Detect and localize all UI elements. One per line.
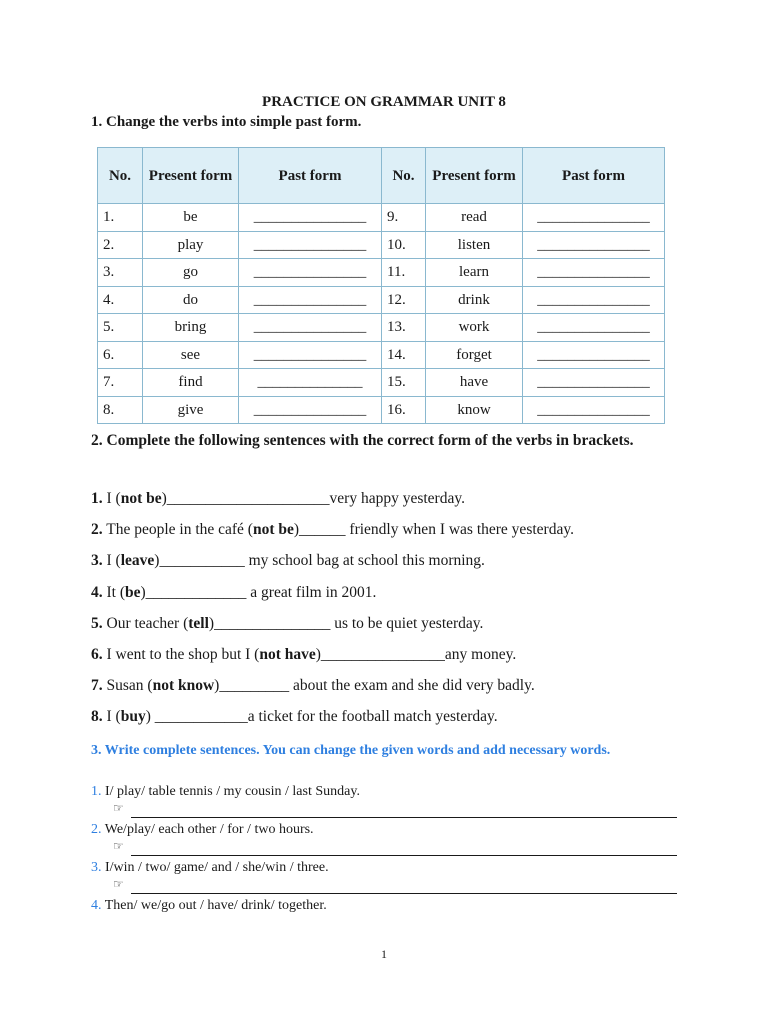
row-number: 6. — [98, 341, 143, 369]
present-verb: bring — [143, 314, 239, 342]
sentence-post[interactable]: )___________ my school bag at school this morning. — [154, 552, 485, 569]
present-verb: give — [143, 396, 239, 424]
section1-heading: 1. Change the verbs into simple past form. — [91, 114, 362, 130]
row-number: 11. — [382, 259, 426, 287]
row-number: 9. — [382, 204, 426, 232]
item-number: 3. — [91, 552, 103, 569]
row-number: 5. — [98, 314, 143, 342]
page-number: 1 — [381, 947, 387, 961]
past-form-blank[interactable]: _______________ — [239, 286, 382, 314]
past-form-blank[interactable]: _______________ — [523, 369, 665, 397]
header-past: Past form — [239, 148, 382, 204]
item-number: 3. — [91, 860, 102, 875]
present-verb: learn — [426, 259, 523, 287]
table-row — [98, 369, 665, 397]
past-form-blank[interactable]: _______________ — [523, 204, 665, 232]
item-number: 8. — [91, 708, 103, 725]
header-no: No. — [98, 148, 143, 204]
row-number: 7. — [98, 369, 143, 397]
row-number: 13. — [382, 314, 426, 342]
sentence-item — [91, 646, 516, 664]
prompt-text: I/win / two/ game/ and / she/win / three. — [101, 860, 329, 875]
present-verb: know — [426, 396, 523, 424]
item-number: 1. — [91, 784, 102, 799]
item-number: 7. — [91, 677, 103, 694]
verb-hint: leave — [120, 552, 155, 569]
header-present: Present form — [143, 148, 239, 204]
verb-hint: not be — [120, 490, 162, 507]
item-number: 6. — [91, 646, 103, 663]
present-verb: find — [143, 369, 239, 397]
present-verb: see — [143, 341, 239, 369]
sentence-item — [91, 615, 483, 633]
sentence-pre: I ( — [102, 708, 121, 725]
sentence-pre: I ( — [102, 552, 121, 569]
row-number: 2. — [98, 231, 143, 259]
sentence-post[interactable]: )_____________ a great film in 2001. — [140, 584, 377, 601]
row-number: 10. — [382, 231, 426, 259]
present-verb: work — [426, 314, 523, 342]
sentence-post[interactable]: )______ friendly when I was there yesterday. — [293, 521, 574, 538]
prompt-item — [91, 898, 327, 914]
row-number: 16. — [382, 396, 426, 424]
row-number: 4. — [98, 286, 143, 314]
verb-hint: buy — [120, 708, 146, 725]
header-past: Past form — [523, 148, 665, 204]
present-verb: forget — [426, 341, 523, 369]
sentence-post[interactable]: )_______________ us to be quiet yesterday. — [208, 615, 484, 632]
present-verb: listen — [426, 231, 523, 259]
prompt-text: We/play/ each other / for / two hours. — [101, 822, 314, 837]
past-form-blank[interactable]: _______________ — [239, 231, 382, 259]
past-form-blank[interactable]: _______________ — [523, 259, 665, 287]
row-number: 8. — [98, 396, 143, 424]
past-form-blank[interactable]: ______________ — [239, 369, 382, 397]
past-form-blank[interactable]: _______________ — [523, 396, 665, 424]
row-number: 3. — [98, 259, 143, 287]
row-number: 15. — [382, 369, 426, 397]
present-verb: go — [143, 259, 239, 287]
prompt-item — [91, 784, 360, 800]
verb-hint: not have — [259, 646, 316, 663]
past-form-blank[interactable]: _______________ — [239, 396, 382, 424]
row-number: 1. — [98, 204, 143, 232]
sentence-item — [91, 552, 485, 570]
sentence-post[interactable]: ) ____________a ticket for the football match yesterday. — [145, 708, 498, 725]
present-verb: have — [426, 369, 523, 397]
table-row — [98, 259, 665, 287]
table-row — [98, 204, 665, 232]
table-row — [98, 231, 665, 259]
sentence-item — [91, 708, 498, 726]
sentence-pre: Susan ( — [102, 677, 153, 694]
item-number: 4. — [91, 898, 102, 913]
section3-heading: 3. Write complete sentences. You can change the given words and add necessary words. — [91, 743, 611, 758]
table-row — [98, 341, 665, 369]
verb-table — [97, 147, 665, 424]
past-form-blank[interactable]: _______________ — [239, 341, 382, 369]
section2-heading: 2. Complete the following sentences with the correct form of the verbs in brackets. — [91, 432, 634, 449]
prompt-text: I/ play/ table tennis / my cousin / last Sunday. — [101, 784, 360, 799]
present-verb: be — [143, 204, 239, 232]
verb-hint: be — [125, 584, 141, 601]
present-verb: drink — [426, 286, 523, 314]
sentence-post[interactable]: )_________ about the exam and she did very badly. — [214, 677, 535, 694]
answer-line[interactable] — [131, 855, 677, 856]
past-form-blank[interactable]: _______________ — [239, 204, 382, 232]
verb-hint: tell — [188, 615, 209, 632]
page-title: PRACTICE ON GRAMMAR UNIT 8 — [262, 94, 506, 110]
prompt-item — [91, 860, 329, 876]
past-form-blank[interactable]: _______________ — [523, 286, 665, 314]
verb-hint: not be — [252, 521, 294, 538]
past-form-blank[interactable]: _______________ — [239, 314, 382, 342]
sentence-item — [91, 521, 574, 539]
table-header-row — [98, 148, 665, 204]
present-verb: play — [143, 231, 239, 259]
past-form-blank[interactable]: _______________ — [239, 259, 382, 287]
row-number: 14. — [382, 341, 426, 369]
hand-pointer-icon: ☞ — [113, 839, 124, 853]
header-present: Present form — [426, 148, 523, 204]
past-form-blank[interactable]: _______________ — [523, 231, 665, 259]
sentence-pre: It ( — [102, 584, 126, 601]
sentence-pre: I went to the shop but I ( — [102, 646, 260, 663]
item-number: 4. — [91, 584, 103, 601]
item-number: 5. — [91, 615, 103, 632]
prompt-text: Then/ we/go out / have/ drink/ together. — [101, 898, 327, 913]
sentence-item — [91, 677, 535, 695]
item-number: 2. — [91, 822, 102, 837]
answer-line[interactable] — [131, 817, 677, 818]
present-verb: read — [426, 204, 523, 232]
sentence-post[interactable]: )_____________________very happy yesterday. — [161, 490, 465, 507]
table-row — [98, 286, 665, 314]
item-number: 1. — [91, 490, 103, 507]
hand-pointer-icon: ☞ — [113, 801, 124, 815]
header-no: No. — [382, 148, 426, 204]
hand-pointer-icon: ☞ — [113, 877, 124, 891]
sentence-pre: Our teacher ( — [102, 615, 189, 632]
past-form-blank[interactable]: _______________ — [523, 314, 665, 342]
present-verb: do — [143, 286, 239, 314]
sentence-pre: The people in the café ( — [102, 521, 253, 538]
sentence-item — [91, 490, 465, 508]
item-number: 2. — [91, 521, 103, 538]
sentence-item — [91, 584, 376, 602]
answer-line[interactable] — [131, 893, 677, 894]
past-form-blank[interactable]: _______________ — [523, 341, 665, 369]
table-row — [98, 396, 665, 424]
prompt-item — [91, 822, 314, 838]
sentence-post[interactable]: )________________any money. — [315, 646, 517, 663]
row-number: 12. — [382, 286, 426, 314]
sentence-pre: I ( — [102, 490, 121, 507]
table-row — [98, 314, 665, 342]
verb-hint: not know — [152, 677, 215, 694]
